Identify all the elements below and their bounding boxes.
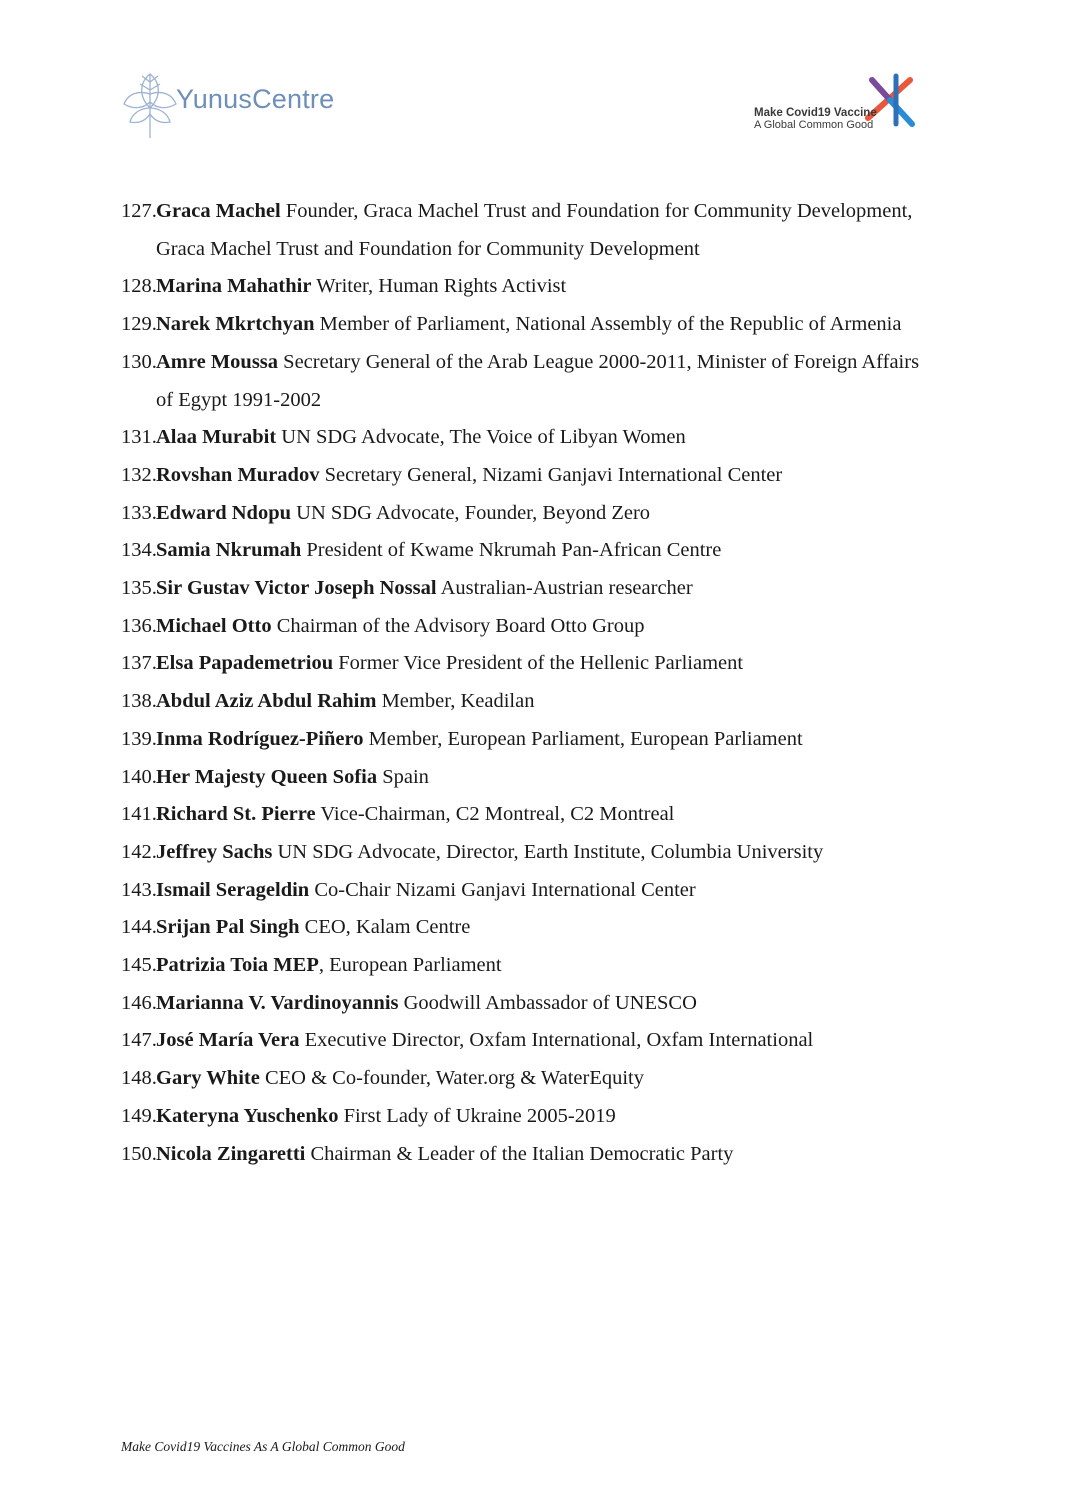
item-number: 148. [121,1067,157,1090]
signatory-desc: Member, European Parliament, European Parliament [363,727,803,750]
list-item [121,834,941,872]
signatory-desc: CEO, Kalam Centre [299,916,471,939]
signatory-name: Samia Nkrumah [156,539,302,562]
item-number: 140. [121,765,157,788]
signatory-name: Ismail Serageldin [156,878,310,901]
item-number: 139. [121,727,157,750]
signatory-desc: Member of Parliament, National Assembly of the Republic of Armenia [314,313,902,336]
signatory-name: Marianna V. Vardinoyannis [156,991,399,1014]
signatory-desc: Vice-Chairman, C2 Montreal, C2 Montreal [315,803,675,826]
list-item [121,344,941,419]
signatory-desc: UN SDG Advocate, Founder, Beyond Zero [291,501,651,524]
signatory-desc: Australian-Austrian researcher [436,577,693,600]
item-number: 128. [121,275,157,298]
item-number: 147. [121,1029,157,1052]
logo-line-1: Make Covid19 Vaccine [754,107,877,119]
signatory-name: Gary White [156,1067,260,1090]
signatory-desc: , European Parliament [318,954,502,977]
list-item [121,909,941,947]
item-number: 127. [121,200,157,222]
signatory-name: Marina Mahathir [156,275,312,298]
item-number: 137. [121,652,157,675]
signatory-name: Richard St. Pierre [156,803,316,826]
signatory-desc: UN SDG Advocate, Director, Earth Institute, Columbia University [272,840,824,863]
signatory-desc: Writer, Human Rights Activist [311,275,567,298]
item-number: 142. [121,840,157,863]
signatory-name: Elsa Papademetriou [156,652,334,675]
list-item [121,608,941,646]
item-number: 135. [121,577,157,600]
item-number: 143. [121,878,157,901]
list-item [121,721,941,759]
signatory-name: Alaa Murabit [156,426,277,449]
signatory-name: Nicola Zingaretti [156,1142,306,1165]
signatory-name: Srijan Pal Singh [156,916,300,939]
item-number: 133. [121,501,157,524]
signatory-desc: President of Kwame Nkrumah Pan-African Centre [301,539,722,562]
signatory-desc: UN SDG Advocate, The Voice of Libyan Women [276,426,686,449]
signatory-desc: Co-Chair Nizami Ganjavi International Center [309,878,696,901]
list-item [121,1022,941,1060]
item-number: 132. [121,463,157,486]
list-item [121,419,941,457]
signatory-name: Rovshan Muradov [156,463,320,486]
signatory-name: Jeffrey Sachs [156,840,273,863]
list-item [121,193,941,268]
signatory-desc: Chairman of the Advisory Board Otto Group [271,614,645,637]
page-header [0,0,1067,150]
list-item [121,947,941,985]
signatory-name: Patrizia Toia MEP [156,954,319,977]
signatory-name: Inma Rodríguez-Piñero [156,727,364,750]
list-item [121,645,941,683]
item-number: 136. [121,614,157,637]
list-item [121,796,941,834]
list-item [121,985,941,1023]
signatory-name: Sir Gustav Victor Joseph Nossal [156,577,437,600]
list-item [121,1060,941,1098]
signatory-desc: First Lady of Ukraine 2005-2019 [338,1104,616,1127]
item-number: 129. [121,313,157,336]
signatory-name: Amre Moussa [156,350,279,373]
list-item [121,495,941,533]
signatory-name: Narek Mkrtchyan [156,313,315,336]
signatory-name: Her Majesty Queen Sofia [156,765,378,788]
yunus-centre-wordmark: YunusCentre [176,84,335,114]
list-item [121,1098,941,1136]
list-item [121,532,941,570]
item-number: 141. [121,803,157,826]
page-footer: Make Covid19 Vaccines As A Global Common Good [121,1439,405,1454]
list-item [121,268,941,306]
item-number: 134. [121,539,157,562]
signatory-name: José María Vera [156,1029,300,1052]
signatory-name: Abdul Aziz Abdul Rahim [156,690,377,713]
list-item [121,570,941,608]
signatory-name: Edward Ndopu [156,501,292,524]
signatory-desc: Executive Director, Oxfam International, Oxfam International [299,1029,814,1052]
signatory-desc: Spain [377,765,429,788]
signatory-desc: Member, Keadilan [376,690,535,713]
signatory-list [121,193,941,1173]
list-item [121,306,941,344]
item-number: 149. [121,1104,157,1127]
signatory-name: Kateryna Yuschenko [156,1104,339,1127]
yunus-centre-logo [122,64,352,140]
make-covid19-vaccine-logo [748,72,940,136]
list-item [121,759,941,797]
list-item [121,872,941,910]
signatory-desc: Secretary General, Nizami Ganjavi International Center [319,463,783,486]
signatory-desc: Former Vice President of the Hellenic Parliament [333,652,744,675]
item-number: 146. [121,991,157,1014]
signatory-name: Michael Otto [156,614,272,637]
list-item [121,457,941,495]
logo-line-2: A Global Common Good [754,119,874,131]
list-item [121,1136,941,1174]
item-number: 145. [121,954,157,977]
signatory-desc: Secretary General of the Arab League 2000-2011, Minister of Foreign Affairs of Egypt 1991-2002 [156,350,920,411]
item-number: 144. [121,916,157,939]
signatory-desc: Chairman & Leader of the Italian Democratic Party [305,1142,734,1165]
list-item [121,683,941,721]
leaf-icon [122,64,178,140]
signatory-desc: CEO & Co-founder, Water.org & WaterEquity [259,1067,645,1090]
signatory-name: Graca Machel [156,200,281,222]
item-number: 150. [121,1142,157,1165]
item-number: 131. [121,426,157,449]
signatory-desc: Founder, Graca Machel Trust and Foundation for Community Development, Graca Machel Trust and Foundation for Community Development [156,200,913,260]
signatory-desc: Goodwill Ambassador of UNESCO [398,991,697,1014]
item-number: 138. [121,690,157,713]
item-number: 130. [121,350,157,373]
